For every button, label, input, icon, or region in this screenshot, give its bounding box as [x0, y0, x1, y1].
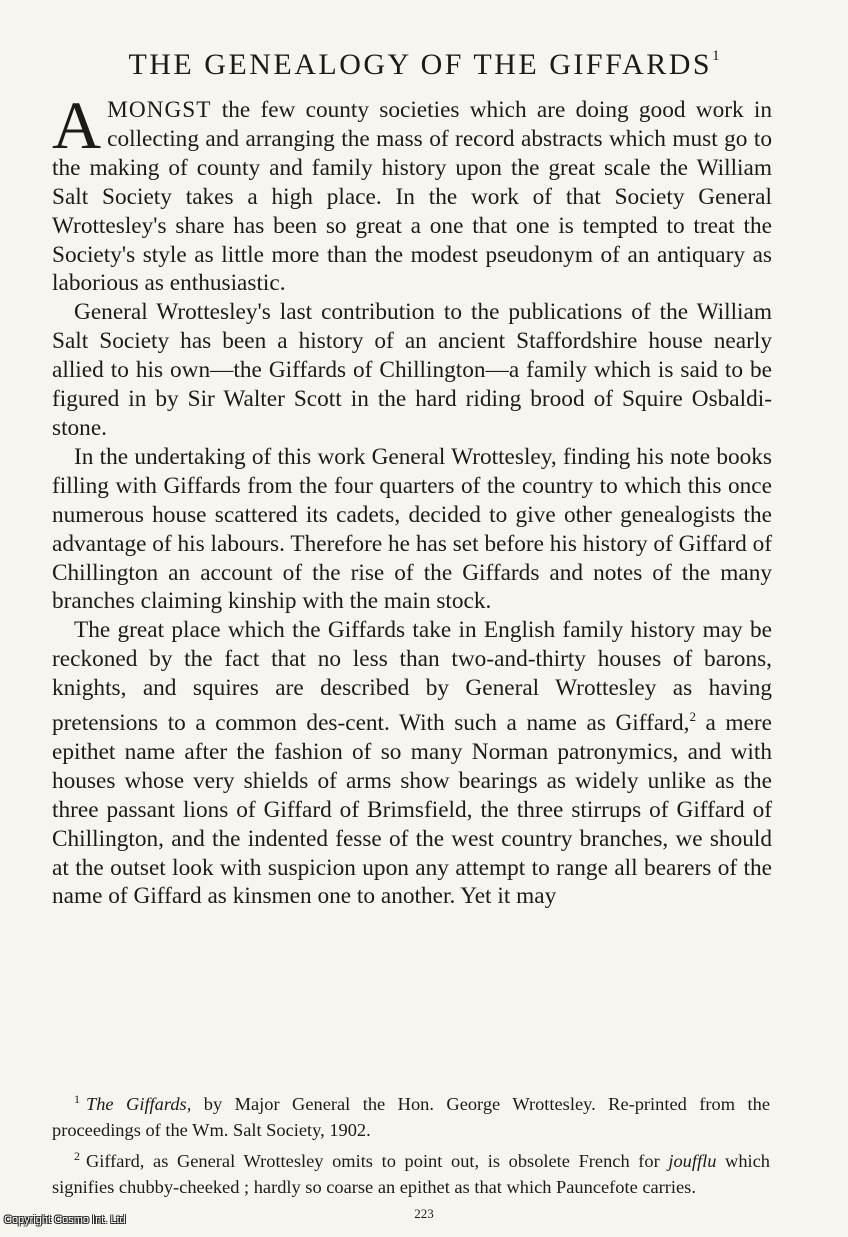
paragraph-1	[52, 87, 772, 298]
footnote-2-italic: joufflu	[668, 1151, 717, 1171]
footnote-1-text: by Major General the Hon. George Wrottesley. Re-printed from the proceedings of the Wm. Salt Society, 1902.	[52, 1094, 770, 1140]
copyright-watermark: Copyright Cosmo Int. Ltd	[4, 1214, 126, 1226]
page-title	[0, 48, 848, 82]
footnote-ref-2[interactable]: 2	[689, 709, 696, 725]
paragraph-2: General Wrottesley's last contribution to the publications of the William Salt Society has been a history of an ancient Staffordshire house nearly allied to his own—the Giffards of Chillington—a family which is said to be figured in by Sir Walter Scott in the hard riding brood of Squire Osbaldi-stone.	[52, 299, 772, 441]
footnote-2	[52, 1143, 770, 1200]
paragraph-1-text: the few county societies which are doing good work in collecting and arranging the mass of record abstracts which must go to the making of county and family history upon the great scale the William Salt Society takes a high place. In the work of that Society General Wrottesley's share has been so great a one that one is tempted to treat the Society's style as little more than the modest pseudonym of an antiquary as laborious as enthusiastic.	[52, 97, 772, 297]
footnote-1	[52, 1086, 770, 1143]
drop-cap: A	[52, 87, 102, 163]
paragraph-1-lead: MONGST	[107, 97, 212, 123]
article-body	[52, 87, 772, 911]
paragraph-4-part-1: The great place which the Giffards take in English family history may be reckoned by the fact that no less than two-and-thirty houses of barons, knights, and squires are described by General Wrottesley as having pretensions to a common des-cent. With such a name as Giffard,	[52, 617, 772, 737]
page-title-text: THE GENEALOGY OF THE GIFFARDS	[128, 48, 713, 82]
footnotes	[52, 1086, 770, 1200]
title-footnote-ref[interactable]: 1	[712, 48, 720, 65]
footnote-2-text: which signifies chubby-cheeked ; hardly so coarse an epithet as that which Pauncefote carries.	[52, 1151, 770, 1197]
footnote-1-marker: 1	[74, 1092, 80, 1106]
page-number: 223	[414, 1206, 434, 1221]
paragraph-3: In the undertaking of this work General Wrottesley, finding his note books filling with Giffards from the four quarters of the country to which this once numerous house scattered its cadets, decided to give other genealogists the advantage of his labours. Therefore he has set before his history of Giffard of Chillington an account of the rise of the Giffards and notes of the many branches claiming kinship with the main stock.	[52, 443, 772, 615]
footnote-1-title: The Giffards,	[86, 1094, 192, 1114]
footnote-2-lead: Giffard, as General Wrottesley omits to point out, is obsolete French for	[86, 1151, 669, 1171]
footnote-2-marker: 2	[74, 1149, 80, 1163]
paragraph-4-part-2: a mere epithet name after the fashion of so many Norman patronymics, and with houses whose very shields of arms show bearings as widely unlike as the three passant lions of Giffard of Brimsfield, the three stirrups of Giffard of Chillington, and the indented fesse of the west country branches, we should at the outset look with suspicion upon any attempt to range all bearers of the name of Giffard as kinsmen one to another. Yet it may	[52, 710, 772, 910]
paragraph-4	[52, 616, 772, 911]
